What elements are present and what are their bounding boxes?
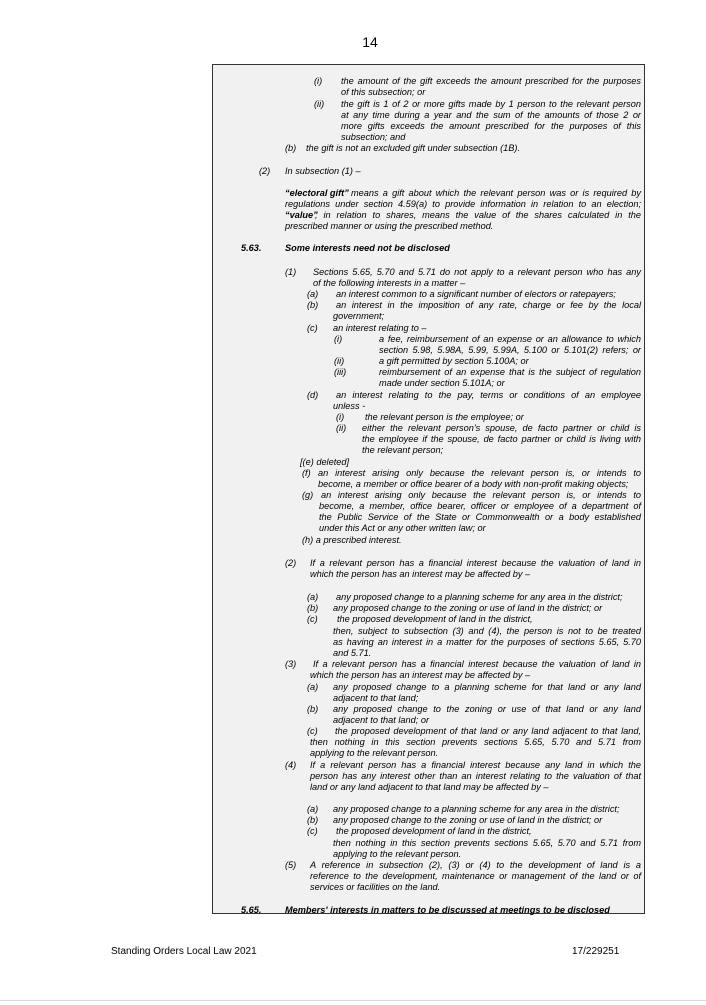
text-line: means a gift about which the relevant person was or is required by [351, 188, 641, 198]
footer-title: Standing Orders Local Law 2021 [111, 946, 257, 957]
text-line: (b) [307, 704, 319, 714]
text-line: of this subsection; or [341, 87, 426, 97]
text-line: the gift is 1 of 2 or more gifts made by 1 person to the relevant person [341, 99, 641, 109]
text-line: (i) [334, 334, 343, 344]
text-line: A reference in subsection (2), (3) or (4) to the development of land is a [310, 860, 641, 870]
text-line: the employee if the spouse, de facto partner or child is living with [362, 434, 641, 444]
text-line: [(e) deleted] [300, 457, 350, 467]
text-line: then, subject to subsection (3) and (4), the person is not to be treated [333, 626, 641, 636]
text-line: (f) [302, 468, 311, 478]
text-line: section 5.98, 5.98A, 5.99, 5.99A, 5.100 or 5.101(2) refers; or [379, 345, 641, 355]
text-line: an interest arising only because the relevant person is, or intends to [321, 490, 641, 500]
text-line: any proposed change to the zoning or use of land in the district; or [333, 815, 603, 825]
text-line: (b) [307, 300, 319, 310]
page-number: 14 [362, 34, 378, 50]
text-line: 5.63. [241, 243, 262, 253]
text-line: become, a member or office bearer of a body with non-profit making objects; [318, 479, 629, 489]
text-line: any proposed change to the zoning or use of that land or any land [333, 704, 641, 714]
text-line: the proposed development of land in the district, [337, 614, 533, 624]
text-line: as having an interest in a matter for the purposes of sections 5.65, 5.70 [333, 637, 641, 647]
text-line: any proposed change to a planning scheme for that land or any land [333, 682, 641, 692]
text-line: (2) [285, 558, 297, 568]
text-line: (c) [307, 323, 318, 333]
text-line: (a) [307, 804, 319, 814]
text-line: made under section 5.101A; or [379, 378, 505, 388]
text-line: of the following interests in a matter – [313, 278, 466, 288]
text-line: (c) [307, 614, 318, 624]
text-line: services or facilities on the land. [310, 882, 441, 892]
text-line: (i) [336, 412, 345, 422]
text-line: the Public Service of the State or Commonwealth or a body established [319, 512, 641, 522]
text-line: a fee, reimbursement of an expense or an allowance to which [379, 334, 641, 344]
text-line: (ii) [334, 356, 345, 366]
text-line: an interest relating to the pay, terms or conditions of an employee [336, 390, 641, 400]
text-line: (ii) [336, 423, 347, 433]
text-line: (h) a prescribed interest. [302, 535, 402, 545]
text-line: then nothing in this section prevents sections 5.65, 5.70 and 5.71 from [333, 838, 641, 848]
text-line: and 5.71. [333, 648, 372, 658]
text-line: 5.65. [241, 905, 262, 915]
text-line: adjacent to that land; [333, 693, 419, 703]
text-line: more gifts exceeds the amount prescribed for the purposes of this [341, 121, 641, 131]
text-line: reference to the development, maintenance or management of the land or of [310, 871, 641, 881]
text-line: (a) [307, 682, 319, 692]
text-line: (b) [285, 143, 297, 153]
text-line: become, a member, office bearer, officer or employee of a department of [319, 501, 641, 511]
text-line: reimbursement of an expense that is the subject of regulation [379, 367, 641, 377]
page-bottom-divider [0, 1000, 706, 1001]
text-line: an interest common to a significant number of electors or ratepayers; [336, 289, 616, 299]
text-line: applying to the relevant person. [333, 849, 462, 859]
text-line: which the person has an interest may be affected by – [310, 670, 531, 680]
text-line: land or any land adjacent to that land may be affected by – [310, 782, 549, 792]
text-line: (1) [285, 267, 297, 277]
text-line: person has any interest other than an interest relating to the valuation of that [310, 771, 641, 781]
text-line: Sections 5.65, 5.70 and 5.71 do not apply to a relevant person who has any [313, 267, 641, 277]
text-line: the relevant person; [362, 445, 444, 455]
text-line: (3) [285, 659, 297, 669]
text-line: the relevant person is the employee; or [365, 412, 524, 422]
text-line: If a relevant person has a financial interest because the valuation of land in [310, 558, 641, 568]
footer-reference: 17/229251 [572, 946, 620, 957]
text-line: (c) [307, 726, 318, 736]
text-line: the gift is not an excluded gift under subsection (1B). [306, 143, 520, 153]
text-line: Members' interests in matters to be discussed at meetings to be disclosed [285, 905, 610, 915]
text-line: the amount of the gift exceeds the amount prescribed for the purposes [341, 76, 641, 86]
text-line: adjacent to that land; or [333, 715, 430, 725]
text-line: an interest in the imposition of any rate, charge or fee by the local [336, 300, 641, 310]
text-line: (ii) [314, 99, 325, 109]
text-line: then nothing in this section prevents sections 5.65, 5.70 and 5.71 from [310, 737, 641, 747]
text-line: (a) [307, 592, 319, 602]
text-line: “electoral gift” [285, 188, 349, 198]
text-line: any proposed change to a planning scheme for any area in the district; [333, 804, 620, 814]
text-line: (g) [302, 490, 314, 500]
text-line: (iii) [334, 367, 347, 377]
text-line: (4) [285, 760, 297, 770]
text-line: an interest arising only because the relevant person is, or intends to [318, 468, 641, 478]
text-line: (b) [307, 815, 319, 825]
text-line: (i) [314, 76, 323, 86]
text-line: subsection; and [341, 132, 406, 142]
text-line: government; [333, 311, 385, 321]
text-line: (c) [307, 826, 318, 836]
text-line: any proposed change to the zoning or use of land in the district; or [333, 603, 603, 613]
text-line: an interest relating to – [333, 323, 427, 333]
text-line: (2) [259, 166, 271, 176]
text-line: “value” [285, 210, 318, 220]
text-line: (b) [307, 603, 319, 613]
text-line: which the person has an interest may be affected by – [310, 569, 531, 579]
text-line: If a relevant person has a financial interest because any land in which the [310, 760, 641, 770]
text-line: prescribed manner or using the prescribed method. [285, 221, 494, 231]
text-line: (5) [285, 860, 297, 870]
text-line: at any time during a year and the sum of the amounts of those 2 or [341, 110, 641, 120]
text-line: unless - [333, 401, 366, 411]
text-line: , in relation to shares, means the value of the shares calculated in the [315, 210, 641, 220]
text-line: (a) [307, 289, 319, 299]
text-line: In subsection (1) – [285, 166, 361, 176]
text-line: any proposed change to a planning scheme for any area in the district; [336, 592, 623, 602]
text-line: the proposed development of that land or any land adjacent to that land, [335, 726, 641, 736]
text-line: applying to the relevant person. [310, 748, 439, 758]
text-line: If a relevant person has a financial interest because the valuation of land in [313, 659, 641, 669]
text-line: (d) [307, 390, 319, 400]
text-line: the proposed development of land in the district, [336, 826, 532, 836]
text-line: either the relevant person's spouse, de facto partner or child is [362, 423, 641, 433]
text-line: under this Act or any other written law; or [319, 523, 486, 533]
text-line: a gift permitted by section 5.100A; or [379, 356, 529, 366]
text-line: Some interests need not be disclosed [285, 243, 450, 253]
text-line: regulations under section 4.59(a) to provide information in relation to an election; [285, 199, 641, 209]
